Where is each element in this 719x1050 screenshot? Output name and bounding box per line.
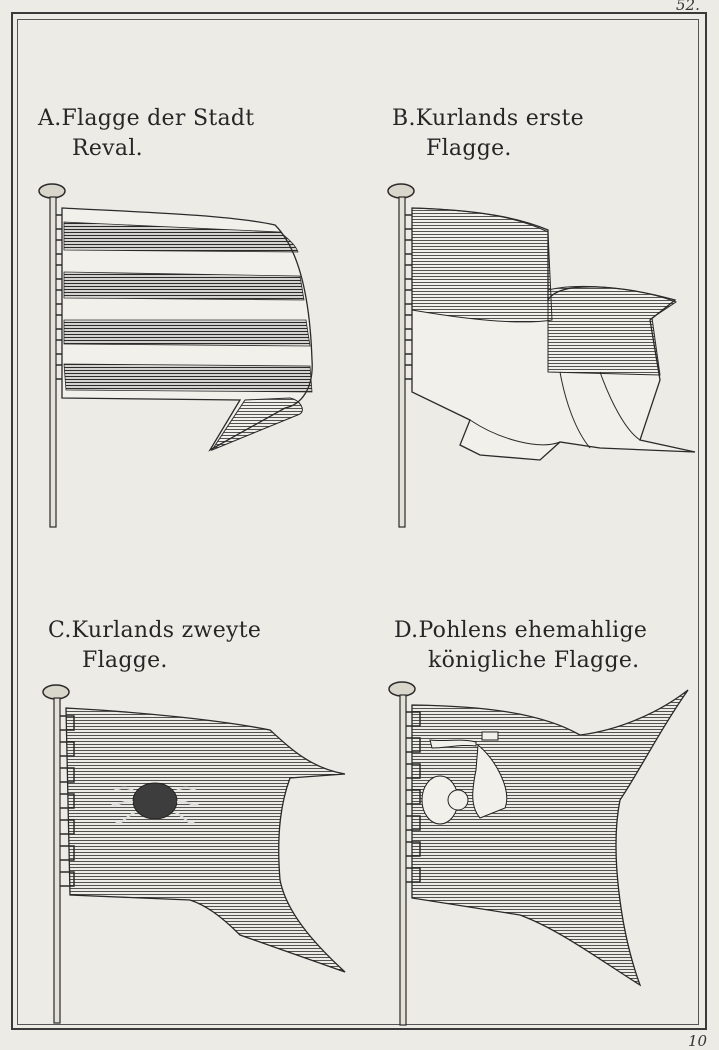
- caption-b-line1: B.Kurlands erste: [392, 106, 584, 131]
- caption-c-line2: Flagge.: [82, 648, 168, 673]
- page-number-bottom: 10: [688, 1032, 708, 1050]
- flag-c-kurland-second: [43, 685, 345, 1023]
- caption-a-line2: Reval.: [72, 136, 143, 161]
- caption-d-line1: D.Pohlens ehemahlige: [394, 618, 648, 643]
- flag-d-poland-royal: [389, 682, 688, 1025]
- caption-b-line2: Flagge.: [426, 136, 512, 161]
- caption-a-line1: A.Flagge der Stadt: [38, 106, 255, 131]
- flag-a-reval: [39, 184, 312, 527]
- caption-d-line2: königliche Flagge.: [428, 648, 640, 673]
- flag-b-kurland-first: [388, 184, 695, 527]
- caption-c-line1: C.Kurlands zweyte: [48, 618, 262, 643]
- page-number-top: 52.: [676, 0, 700, 14]
